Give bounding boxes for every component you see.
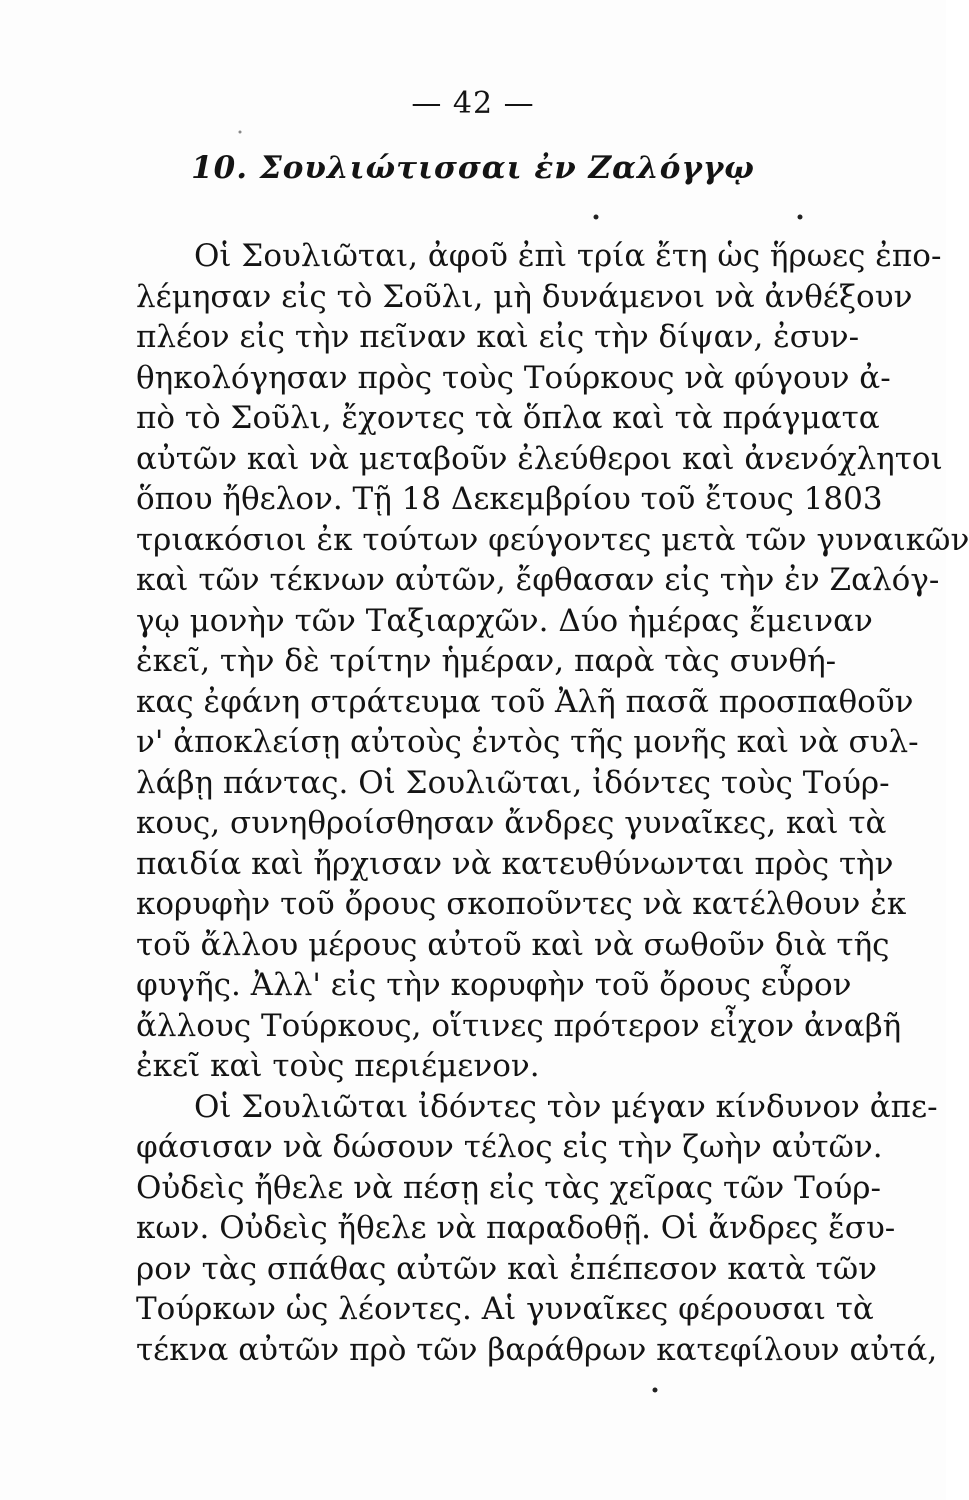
text-line: ν' ἀποκλείσῃ αὐτοὺς ἐντὸς τῆς μονῆς καὶ νὰ συλ- bbox=[136, 724, 919, 760]
text-line: πὸ τὸ Σοῦλι, ἔχοντες τὰ ὅπλα καὶ τὰ πράγματα bbox=[136, 400, 880, 436]
text-line: τοῦ ἄλλου μέρους αὐτοῦ καὶ νὰ σωθοῦν διὰ τῆς bbox=[136, 926, 890, 963]
text-line: Τούρκων ὡς λέοντες. Αἱ γυναῖκες φέρουσαι τὰ bbox=[136, 1291, 874, 1327]
text-line: ἐκεῖ καὶ τοὺς περιέμενον. bbox=[136, 1048, 540, 1084]
ink-speck bbox=[653, 1388, 658, 1393]
text-line: ἐκεῖ, τὴν δὲ τρίτην ἡμέραν, παρὰ τὰς συνθή- bbox=[136, 643, 837, 679]
text-line: Οἱ Σουλιῶται, ἀφοῦ ἐπὶ τρία ἔτη ὡς ἥρωες ἐπο- bbox=[194, 238, 942, 274]
ink-speck bbox=[239, 131, 242, 134]
text-line: παιδία καὶ ἤρχισαν νὰ κατευθύνωνται πρὸς τὴν bbox=[136, 845, 894, 882]
text-line: πλέον εἰς τὴν πεῖναν καὶ εἰς τὴν δίψαν, ἐσυν- bbox=[136, 319, 860, 355]
text-line: τριακόσιοι ἐκ τούτων φεύγοντες μετὰ τῶν γυναικῶν bbox=[136, 521, 969, 558]
text-line: κορυφὴν τοῦ ὄρους σκοποῦντες νὰ κατέλθουν ἐκ bbox=[136, 886, 907, 922]
text-line: τέκνα αὐτῶν πρὸ τῶν βαράθρων κατεφίλουν αὐτά, bbox=[136, 1331, 938, 1368]
text-line: καὶ τῶν τέκνων αὐτῶν, ἔφθασαν εἰς τὴν ἐν Ζαλόγ- bbox=[136, 562, 940, 598]
text-line: κων. Οὐδεὶς ἤθελε νὰ παραδοθῇ. Οἱ ἄνδρες ἔσυ- bbox=[136, 1210, 896, 1246]
page-number: — 42 — bbox=[411, 86, 535, 121]
text-line: φυγῆς. Ἀλλ' εἰς τὴν κορυφὴν τοῦ ὄρους εὗρον bbox=[136, 967, 852, 1003]
text-line: Οὐδεὶς ἤθελε νὰ πέσῃ εἰς τὰς χεῖρας τῶν Τούρ- bbox=[136, 1169, 881, 1206]
ink-speck bbox=[798, 215, 803, 220]
text-line: αὐτῶν καὶ νὰ μεταβοῦν ἐλεύθεροι καὶ ἀνενόχλητοι bbox=[136, 440, 943, 477]
text-line: λέμησαν εἰς τὸ Σοῦλι, μὴ δυνάμενοι νὰ ἀνθέξουν bbox=[136, 278, 913, 315]
text-line: κους, συνηθροίσθησαν ἄνδρες γυναῖκες, καὶ τὰ bbox=[136, 805, 887, 841]
ink-speck bbox=[594, 215, 599, 220]
body-text bbox=[136, 236, 969, 1370]
text-line: Οἱ Σουλιῶται ἰδόντες τὸν μέγαν κίνδυνον ἀπε- bbox=[194, 1088, 938, 1125]
text-line: ἄλλους Τούρκους, οἵτινες πρότερον εἶχον ἀναβῆ bbox=[136, 1007, 902, 1044]
chapter-title: 10. Σουλιώτισσαι ἐν Ζαλόγγῳ bbox=[191, 150, 755, 186]
text-line: φάσισαν νὰ δώσουν τέλος εἰς τὴν ζωὴν αὐτῶν. bbox=[136, 1129, 883, 1165]
text-line: λάβῃ πάντας. Οἱ Σουλιῶται, ἰδόντες τοὺς Τούρ- bbox=[136, 764, 890, 801]
text-line: ὅπου ἤθελον. Τῇ 18 Δεκεμβρίου τοῦ ἔτους 1803 bbox=[136, 481, 883, 517]
text-line: θηκολόγησαν πρὸς τοὺς Τούρκους νὰ φύγουν ἀ- bbox=[136, 359, 891, 396]
text-line: κας ἐφάνη στράτευμα τοῦ Ἀλῆ πασᾶ προσπαθοῦν bbox=[136, 683, 914, 720]
text-line: γῳ μονὴν τῶν Ταξιαρχῶν. Δύο ἡμέρας ἔμειναν bbox=[136, 602, 873, 639]
text-line: ρον τὰς σπάθας αὐτῶν καὶ ἐπέπεσον κατὰ τῶν bbox=[136, 1250, 877, 1287]
